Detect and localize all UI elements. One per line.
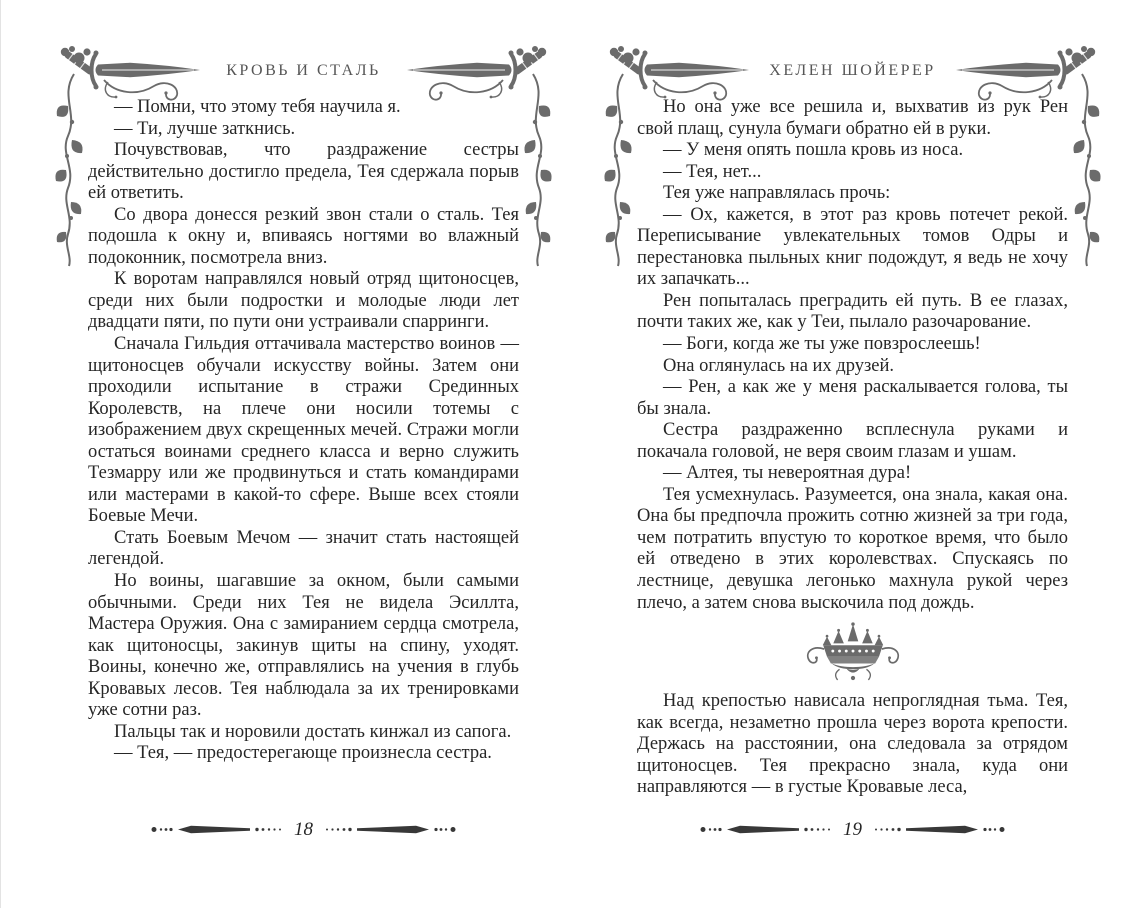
page-footer — [88, 820, 519, 839]
paragraph: Над крепостью нависала непроглядная тьма. Тея, как всегда, незаметно прошла через ворота крепости. Держась на расстоянии, она следовала за отрядом щитоносцев. Тея прекрасно знала, куда они направляются — в густые Кровавые леса, — [637, 691, 1068, 798]
paragraph-group — [637, 691, 1068, 799]
paragraph: — Тея, нет... — [663, 161, 762, 182]
paragraph: Сначала Гильдия оттачивала мастерство воинов — щитоносцев обучали искусству войны. Затем они проходили испытание в стражи Срединных Королевств, на плече они носили тотемы с изображением двух скрещенных мечей. Стражи могли остаться воинами среднего класса и верно служить Тезмарру или же продвинуться и стать командирами или мастерами в какой-то сфере. Выше всех стояли Боевые Мечи. — [88, 334, 519, 527]
page-number: 19 — [843, 819, 862, 840]
page-body — [88, 97, 519, 765]
crown-ornament-icon — [803, 621, 903, 683]
paragraph: — Боги, когда же ты уже повзрослеешь! — [663, 334, 981, 355]
running-header-author-name: ХЕЛЕН ШОЙЕРЕР — [769, 62, 936, 79]
paragraph: — Ох, кажется, в этот раз кровь потечет рекой. Переписывание увлекательных томов Одры и перестановка пыльных книг подождут, я ведь не хочу их запачкать... — [637, 204, 1068, 290]
page-left — [88, 0, 519, 908]
paragraph: Тея уже направлялась прочь: — [663, 183, 891, 204]
paragraph: Но воины, шагавшие за окном, были самыми обычными. Среди них Тея не видела Эсиллта, Мастера Оружия. Она с замиранием сердца смотрела, как щитоносцы, закинув щиты на спину, уходят. Воины, конечно же, отправлялись на учения в глубь Кровавых лесов. Тея наблюдала за их тренировками уже сотни раз. — [88, 571, 519, 721]
paragraph: Но она уже все решила и, выхватив из рук Рен свой плащ, сунула бумаги обратно ей в руки. — [637, 97, 1068, 139]
paragraph: — Помни, что этому тебя научила я. — [114, 97, 401, 117]
paragraph: — Ти, лучше заткнись. — [114, 118, 296, 139]
paragraph: Рен попыталась преградить ей путь. В ее глазах, почти таких же, как у Теи, пылало разочарование. — [637, 290, 1068, 333]
window-edge — [0, 0, 1, 908]
paragraph: Тея усмехнулась. Разумеется, она знала, какая она. Она бы предпочла прожить сотню жизней за три года, чем потратить впустую то короткое время, что было ей отведено в этих королевствах. Спускаясь по лестнице, девушка легонько махнула рукой через плечо, а затем снова выскочила под дождь. — [637, 484, 1068, 613]
page-footer — [637, 820, 1068, 839]
footer-flourish-right-icon — [874, 823, 1006, 836]
paragraph: — Тея, — предостерегающе произнесла сестра. — [114, 743, 492, 764]
page-right — [637, 0, 1068, 908]
paragraph: Она оглянулась на их друзей. — [663, 355, 895, 376]
page-body — [637, 97, 1068, 799]
paragraph: Почувствовав, что раздражение сестры действительно достигло предела, Тея сдержала порыв ей ответить. — [88, 140, 519, 204]
paragraph: Стать Боевым Мечом — значит стать настоящей легендой. — [88, 527, 519, 570]
paragraph: Сестра раздраженно всплеснула руками и покачала головой, не веря своим глазам и ушам. — [637, 420, 1068, 462]
section-divider — [637, 621, 1068, 683]
paragraph: — Алтея, ты невероятная дура! — [663, 463, 912, 484]
paragraph: К воротам направлялся новый отряд щитоносцев, среди них были подростки и молодые люди лет двадцати пяти, по пути они устраивали спарринги. — [88, 269, 519, 333]
footer-flourish-right-icon — [325, 823, 457, 836]
paragraph: Пальцы так и норовили достать кинжал из сапога. — [114, 721, 512, 742]
paragraph-group — [88, 97, 519, 765]
footer-flourish-left-icon — [150, 823, 282, 836]
paragraph: Со двора донесся резкий звон стали о сталь. Тея подошла к окну и, впиваясь ногтями во влажный подоконник, посмотрела вниз. — [88, 204, 519, 268]
paragraph-group — [637, 97, 1068, 614]
paragraph: — Рен, а как же у меня раскалывается голова, ты бы знала. — [637, 377, 1068, 419]
page-number: 18 — [294, 819, 313, 840]
running-header-book-title: КРОВЬ И СТАЛЬ — [226, 62, 381, 79]
footer-flourish-left-icon — [699, 823, 831, 836]
paragraph: — У меня опять пошла кровь из носа. — [663, 140, 964, 161]
